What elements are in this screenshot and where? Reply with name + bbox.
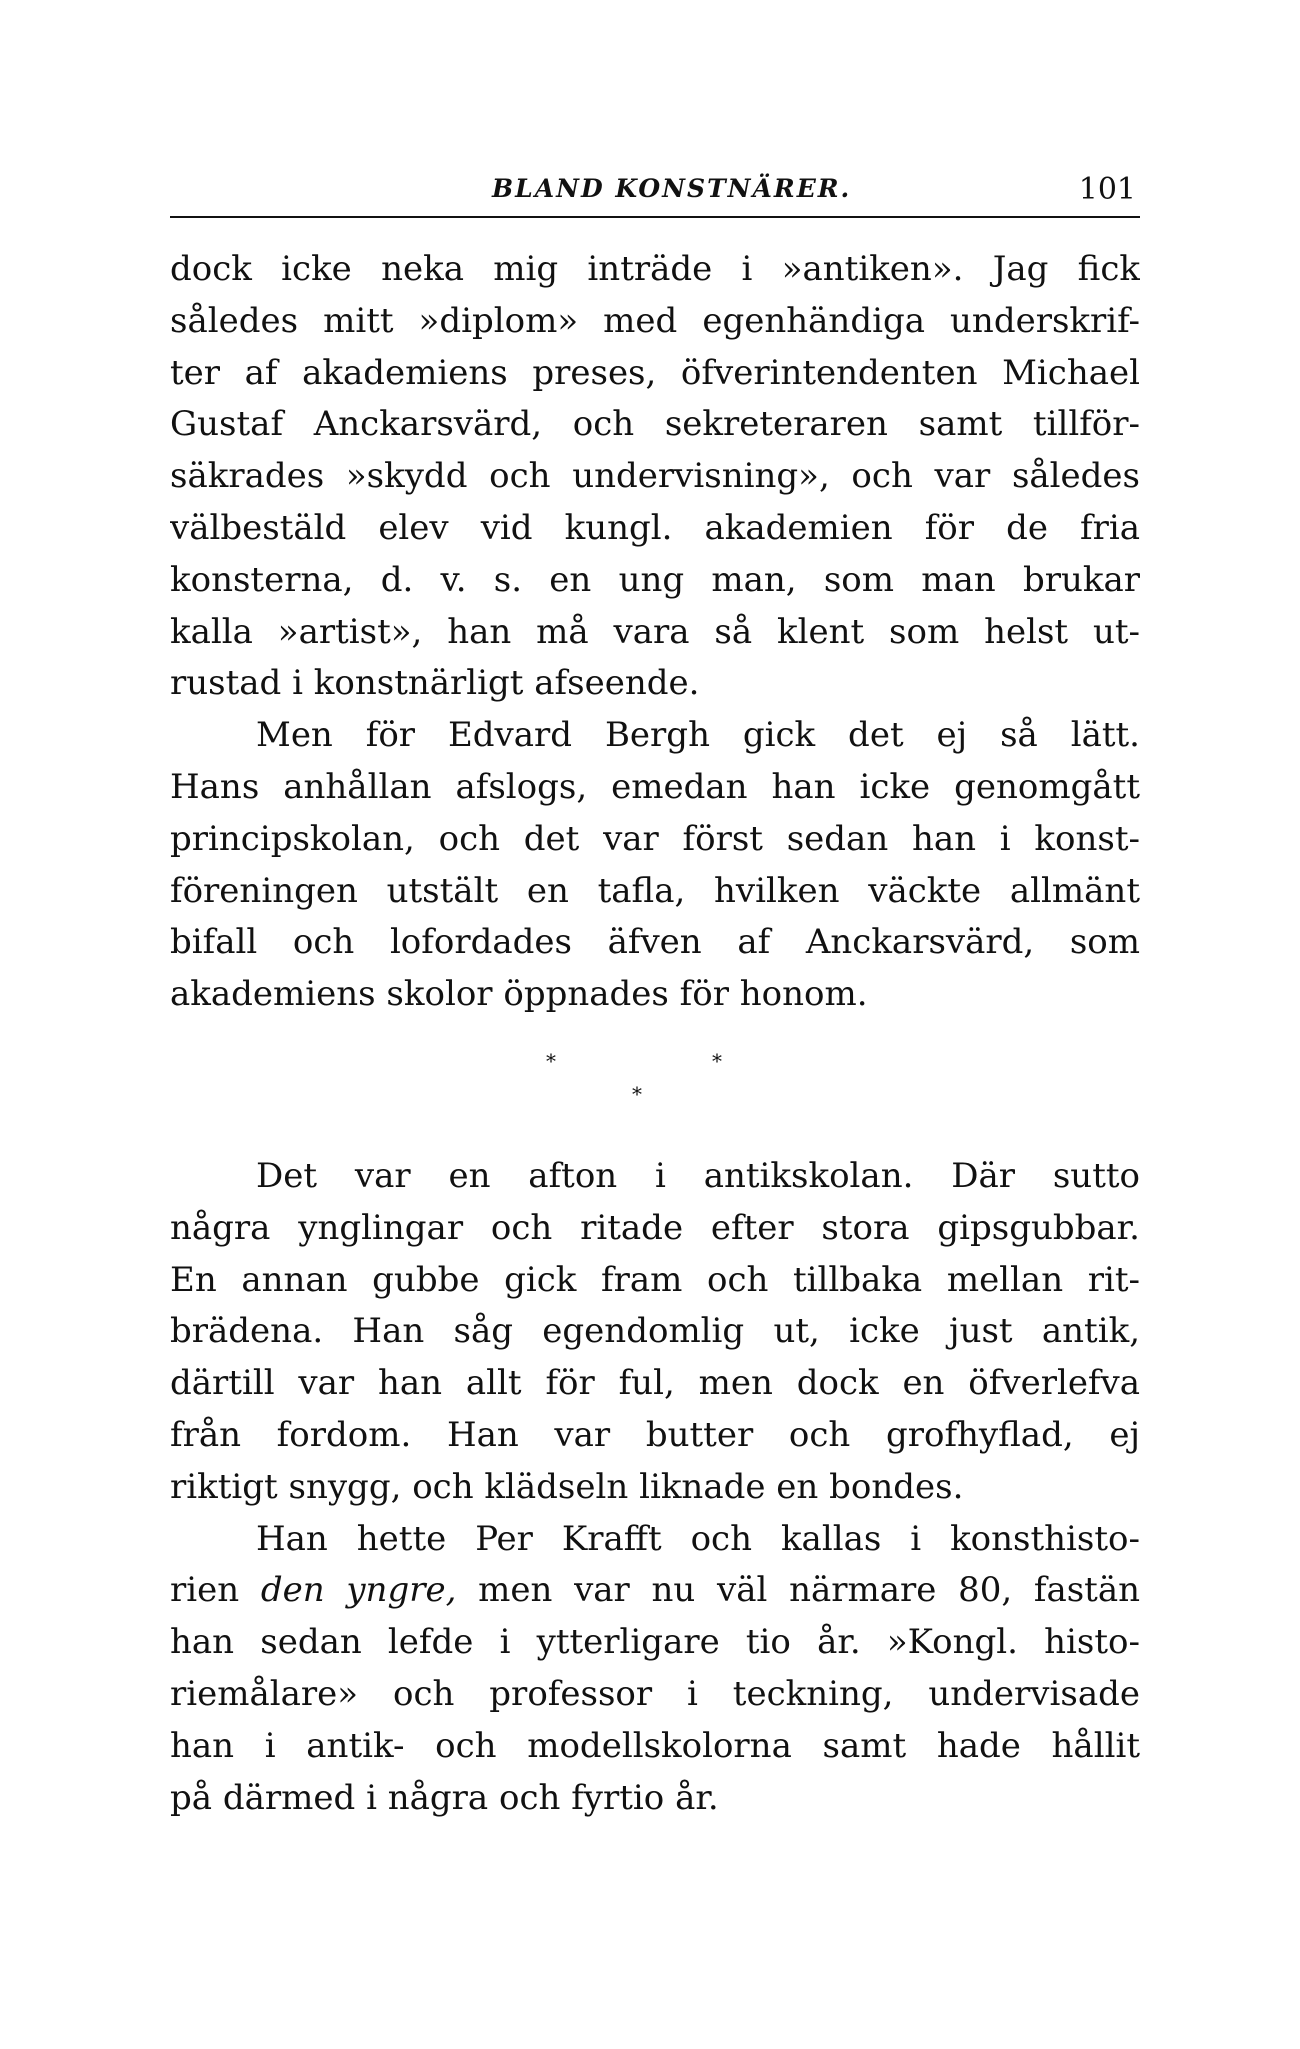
text-line: kalla »artist», han må vara så klent som helst ut- (170, 611, 1140, 652)
paragraph-4 (170, 1514, 1140, 1825)
emphasized-text: den yngre, (260, 1570, 457, 1611)
text-line: brädena. Han såg egendomlig ut, icke just antik, (170, 1311, 1140, 1352)
text-line: han sedan lefde i ytterligare tio år. »Kongl. histo- (170, 1622, 1140, 1663)
section-separator (170, 1021, 1140, 1151)
header-rule (170, 216, 1140, 218)
text-segment: rien (170, 1570, 261, 1611)
separator-star: * (632, 1081, 642, 1106)
text-line: välbestäld elev vid kungl. akademien för de fria (170, 507, 1140, 548)
text-line: dock icke neka mig inträde i »antiken». Jag fick (170, 249, 1140, 289)
text-line: säkrades »skydd och undervisning», och var således (170, 456, 1140, 497)
page-number: 101 (1078, 172, 1136, 207)
separator-star: * (712, 1048, 722, 1073)
paragraph-1 (170, 244, 1140, 710)
text-line: föreningen utstält en tafla, hvilken väckte allmänt (170, 870, 1140, 911)
text-line: några ynglingar och ritade efter stora gipsgubbar. (170, 1207, 1140, 1248)
text-line: principskolan, och det var först sedan han i konst- (170, 818, 1140, 859)
text-line: konsterna, d. v. s. en ung man, som man brukar (170, 559, 1140, 600)
page-header (170, 170, 1140, 210)
text-line: Han hette Per Krafft och kallas i konsthisto- (256, 1518, 1140, 1559)
running-title: BLAND KONSTNÄRER. (492, 174, 852, 203)
text-line: Men för Edvard Bergh gick det ej så lätt. (256, 715, 1140, 756)
text-line: därtill var han allt för ful, men dock en öfverlefva (170, 1363, 1140, 1404)
separator-star: * (546, 1048, 556, 1073)
text-line: Gustaf Anckarsvärd, och sekreteraren samt tillför- (170, 404, 1140, 445)
text-line: på därmed i några och fyrtio år. (170, 1777, 719, 1818)
text-line: riktigt snygg, och klädseln liknade en bondes. (170, 1466, 964, 1507)
text-line: rustad i konstnärligt afseende. (170, 663, 700, 704)
text-line: Hans anhållan afslogs, emedan han icke genomgått (170, 766, 1140, 807)
paragraph-3 (170, 1151, 1140, 1514)
text-line: ter af akademiens preses, öfverintendenten Michael (170, 352, 1140, 393)
text-line: Det var en afton i antikskolan. Där sutto (256, 1155, 1140, 1196)
text-line: från fordom. Han var butter och grofhyflad, ej (170, 1414, 1140, 1455)
text-line: således mitt »diplom» med egenhändiga underskrif- (170, 300, 1140, 341)
text-line: han i antik- och modellskolorna samt hade hållit (170, 1725, 1140, 1766)
text-line: riemålare» och professor i teckning, undervisade (170, 1673, 1140, 1714)
text-line: En annan gubbe gick fram och tillbaka mellan rit- (170, 1259, 1140, 1300)
text-line (170, 1565, 1140, 1617)
text-segment: men var nu väl närmare 80, fastän (456, 1570, 1140, 1611)
text-line: bifall och lofordades äfven af Anckarsvärd, som (170, 922, 1140, 963)
text-line: akademiens skolor öppnades för honom. (170, 974, 868, 1015)
paragraph-2 (170, 710, 1140, 1021)
body-text (170, 244, 1140, 1824)
